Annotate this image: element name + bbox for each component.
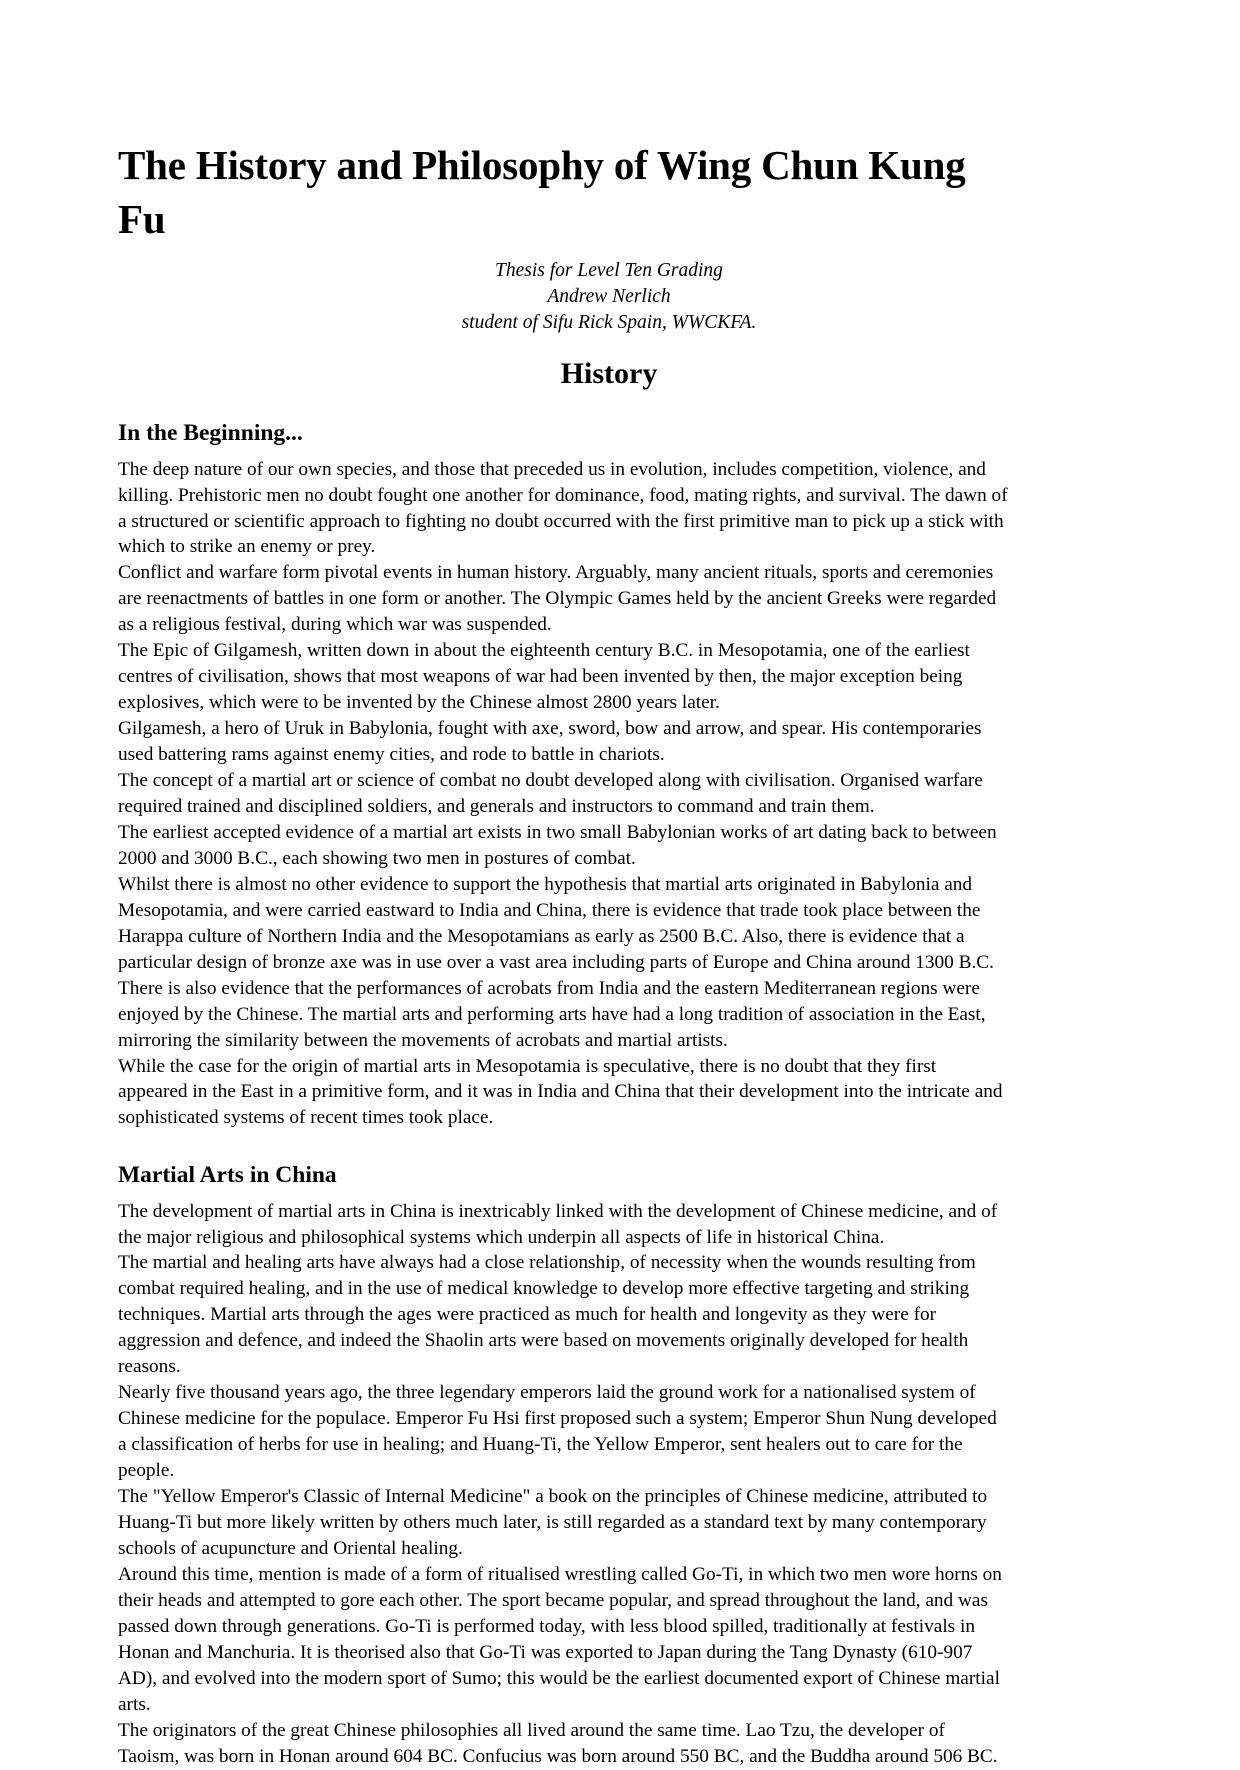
section-heading-in-the-beginning: In the Beginning...	[118, 420, 303, 447]
section-body-martial-arts-in-china	[118, 1199, 1122, 1770]
paragraph: Around this time, mention is made of a form of ritualised wrestling called Go-Ti, in which two men wore horns on their heads and attempted to gore each other. The sport became popular, and spread throughout the land, and was passed down through generations. Go-Ti is performed today, with less blood spilled, traditionally at festivals in Honan and Manchuria. It is theorised also that Go-Ti was exported to Japan during the Tang Dynasty (610-907 AD), and evolved into the modern sport of Sumo; this would be the earliest documented export of Chinese martial arts.	[118, 1563, 1002, 1715]
page-title: The History and Philosophy of Wing Chun Kung Fu	[118, 142, 966, 243]
section-body-in-the-beginning	[118, 457, 1122, 1132]
byline	[118, 258, 1122, 335]
paragraph: The Epic of Gilgamesh, written down in about the eighteenth century B.C. in Mesopotamia, one of the earliest centres of civilisation, shows that most weapons of war had been invented by then, the major exception being explosives, which were to be invented by the Chinese almost 2800 years later.	[118, 640, 970, 714]
paragraph: The earliest accepted evidence of a martial art exists in two small Babylonian works of art dating back to between 2000 and 3000 B.C., each showing two men in postures of combat.	[118, 821, 997, 869]
byline-thesis-line: Thesis for Level Ten Grading	[495, 260, 723, 282]
paragraph: While the case for the origin of martial arts in Mesopotamia is speculative, there is no doubt that they first appeared in the East in a primitive form, and it was in India and China that their development into the intricate and sophisticated systems of recent times took place.	[118, 1055, 1003, 1129]
paragraph: Whilst there is almost no other evidence to support the hypothesis that martial arts originated in Babylonia and Mesopotamia, and were carried eastward to India and China, there is evidence that trade took place between the Harappa culture of Northern India and the Mesopotamians as early as 2500 B.C. Also, there is evidence that a particular design of bronze axe was in use over a vast area including parts of Europe and China around 1300 B.C. There is also evidence that the performances of acrobats from India and the eastern Mediterranean regions were enjoyed by the Chinese. The martial arts and performing arts have had a long tradition of association in the East, mirroring the similarity between the movements of acrobats and martial artists.	[118, 873, 994, 1051]
paragraph: The deep nature of our own species, and those that preceded us in evolution, includes competition, violence, and killing. Prehistoric men no doubt fought one another for dominance, food, mating rights, and survival. The dawn of a structured or scientific approach to fighting no doubt occurred with the first primitive man to pick up a stick with which to strike an enemy or prey.	[118, 458, 1008, 558]
paragraph: The "Yellow Emperor's Classic of Internal Medicine" a book on the principles of Chinese medicine, attributed to Huang-Ti but more likely written by others much later, is still regarded as a standard text by many contemporary schools of acupuncture and Oriental healing.	[118, 1486, 988, 1559]
byline-affiliation: student of Sifu Rick Spain, WWCKFA.	[461, 311, 757, 333]
section-heading-martial-arts-in-china: Martial Arts in China	[118, 1162, 337, 1189]
paragraph: The development of martial arts in China is inextricably linked with the development of Chinese medicine, and of the major religious and philosophical systems which underpin all aspects of life in historical China.	[118, 1200, 998, 1248]
byline-author: Andrew Nerlich	[547, 285, 671, 307]
paragraph: Conflict and warfare form pivotal events in human history. Arguably, many ancient rituals, sports and ceremonies are reenactments of battles in one form or another. The Olympic Games held by the ancient Greeks were regarded as a religious festival, during which war was suspended.	[118, 562, 997, 636]
paragraph: The concept of a martial art or science of combat no doubt developed along with civilisation. Organised warfare required trained and disciplined soldiers, and generals and instructors to command and train them.	[118, 770, 983, 817]
part-title-history: History	[560, 357, 658, 391]
paragraph: Nearly five thousand years ago, the three legendary emperors laid the ground work for a nationalised system of Chinese medicine for the populace. Emperor Fu Hsi first proposed such a system; Emperor Shun Nung developed a classification of herbs for use in healing; and Huang-Ti, the Yellow Emperor, sent healers out to care for the people.	[118, 1382, 997, 1482]
paragraph: The originators of the great Chinese philosophies all lived around the same time. Lao Tzu, the developer of Taoism, was born in Honan around 604 BC. Confucius was born around 550 BC, and the Buddha around 506 BC.	[118, 1719, 998, 1767]
paragraph: Gilgamesh, a hero of Uruk in Babylonia, fought with axe, sword, bow and arrow, and spear. His contemporaries used battering rams against enemy cities, and rode to battle in chariots.	[118, 718, 982, 766]
paragraph: The martial and healing arts have always had a close relationship, of necessity when the wounds resulting from combat required healing, and in the use of medical knowledge to develop more effective targeting and striking techniques. Martial arts through the ages were practiced as much for health and longevity as they were for aggression and defence, and indeed the Shaolin arts were based on movements originally developed for health reasons.	[118, 1252, 976, 1378]
